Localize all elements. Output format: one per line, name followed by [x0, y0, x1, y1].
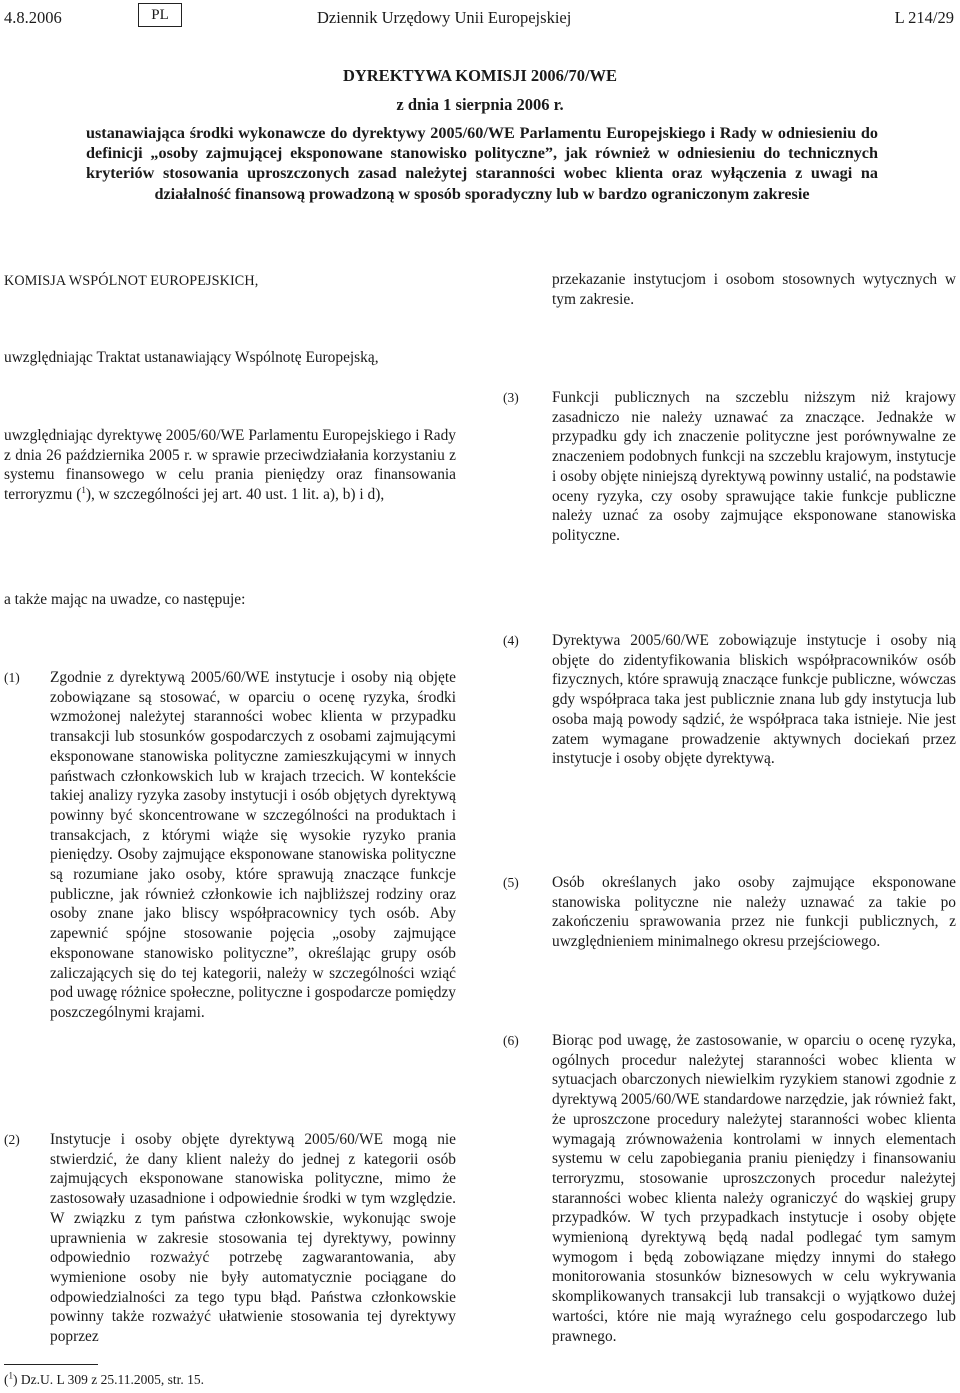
recital-6: Biorąc pod uwagę, że zastosowanie, w oparciu o ocenę ryzyka, ogólnych procedur należytej staranności wobec klienta w sytuacjach obarczonych niewielkim ryzykiem stanowi zgodnie z dyrektywą 2005/60/WE standardowe narzędzie, jak również fakt, że uproszczone procedury należytej staranności wobec klienta wymagają zrównoważenia kontrolami w innych elementach systemu w celu zapobiegania praniu pieniędzy i finansowaniu terroryzmu, stosowanie uproszczonych procedur należytej staranności wobec klienta należy ograniczyć do wąskiej grupy przypadków. W tych przypadkach instytucje i osoby objęte wymienioną dyrektywą będą nadal podlegać tym samym wymogom i będą zobowiązane między innymi do stałego monitorowania stosunków biznesowych w celu wykrywania skomplikowanych transakcji lub transakcji o wyjątkowo dużej wartości, które nie mają wyraźnego celu gospodarczego lub prawnego. — [552, 1032, 956, 1345]
footnote-divider — [4, 1364, 98, 1365]
citation-directive-text: uwzględniając dyrektywę 2005/60/WE Parlamentu Europejskiego i Rady z dnia 26 października 2005 r. w sprawie przeciwdziałania korzystaniu z systemu finansowego w celu prania pieniędzy oraz finansowania terroryzmu ( — [4, 427, 456, 504]
language-code-box: PL — [138, 3, 182, 27]
citation-directive-tail: ), w szczególności jej art. 40 ust. 1 lit. a), b) i d), — [85, 486, 385, 504]
citation-directive — [4, 426, 456, 505]
recital-2-continuation: przekazanie instytucjom i osobom stosownych wytycznych w tym zakresie. — [552, 271, 956, 308]
footnote: ($^1$) Dz.U. L 309 z 25.11.2005, str. 15. — [4, 1370, 204, 1387]
whereas-intro: a także mając na uwadze, co następuje: — [4, 591, 246, 608]
citation-treaty: uwzględniając Traktat ustanawiający Wspólnotę Europejską, — [4, 349, 379, 366]
recital-1-number: (1) — [4, 670, 20, 685]
recital-3-number: (3) — [503, 390, 519, 405]
document-title: DYREKTYWA KOMISJI 2006/70/WE — [342, 66, 618, 85]
footnote-reference[interactable]: 1 — [81, 484, 86, 495]
footnote-text: Dz.U. L 309 z 25.11.2005, str. 15. — [17, 1372, 204, 1387]
recital-5: Osób określanych jako osoby zajmujące eksponowane stanowiska polityczne nie należy uznawać za takie po zakończeniu sprawowania przez nie funkcji publicznych, z uwzględnieniem minimalnego okresu przejściowego. — [552, 874, 956, 951]
footnote-marker: 1 — [8, 1370, 13, 1381]
recital-3: Funkcji publicznych na szczeblu niższym niż krajowy zasadniczo nie należy uznawać za znaczące. Jednakże w przypadku gdy ich znaczenie polityczne jest porównywalne ze znaczeniem podobnych funkcji na szczeblu krajowym, instytucje i osoby objęte niniejszą dyrektywą powinny ustalić, na podstawie oceny ryzyka, czy osoby sprawujące takie funkcje publiczne należy uznać za osoby zajmujące eksponowane stanowiska polityczne. — [552, 389, 956, 544]
recital-2: Instytucje i osoby objęte dyrektywą 2005/60/WE mogą nie stwierdzić, że dany klient należy do jednej z kategorii osób zajmujących eksponowane stanowiska polityczne, mimo że zastosowały uzasadnione i odpowiednie środki w tym względzie. W związku z tym państwa członkowskie, wykonując swoje uprawnienia w zakresie stosowania tej dyrektywy, powinny odpowiednio rozważyć potrzebę zagwarantowania, aby wymienione osoby nie były automatycznie pociągane do odpowiedzialności za tego typu błąd. Państwa członkowskie powinny także rozważyć ułatwienie stosowania tej dyrektywy poprzez — [50, 1131, 456, 1346]
recital-5-number: (5) — [503, 875, 519, 890]
page-header — [0, 2, 960, 34]
recital-4: Dyrektywa 2005/60/WE zobowiązuje instytucje i osoby nią objęte do zidentyfikowania bliskich współpracowników osób fizycznych, które sprawują znaczące funkcje publiczne, wówczas gdy współpraca taka jest publicznie znana lub gdy instytucja lub osoba mają powody sądzić, że współpraca taka istnieje. Nie jest zatem wymagane prowadzenie aktywnych dociekań przez instytucje i osoby objęte dyrektywą. — [552, 632, 956, 768]
page-reference: L 214/29 — [894, 8, 954, 27]
recital-6-number: (6) — [503, 1033, 519, 1048]
recital-4-number: (4) — [503, 633, 519, 648]
commission-heading: KOMISJA WSPÓLNOT EUROPEJSKICH, — [4, 273, 259, 289]
journal-name: Dziennik Urzędowy Unii Europejskiej — [317, 8, 572, 27]
document-date: z dnia 1 sierpnia 2006 r. — [396, 95, 564, 114]
document-subject: ustanawiająca środki wykonawcze do dyrektywy 2005/60/WE Parlamentu Europejskiego i Rady w odniesieniu do definicji „osoby zajmującej eksponowane stanowisko polityczne”, jak również w odniesieniu do technicznych kryteriów stosowania uproszczonych zasad należytej staranności wobec klienta oraz wyłączenia z uwagi na działalność finansową prowadzoną w sposób sporadyczny lub w bardzo ograniczonym zakresie — [86, 124, 878, 203]
publication-date: 4.8.2006 — [4, 8, 62, 27]
recital-2-number: (2) — [4, 1132, 20, 1147]
recital-1: Zgodnie z dyrektywą 2005/60/WE instytucje i osoby nią objęte zobowiązane są stosować, w oparciu o ocenę ryzyka, środki wzmożonej należytej staranności wobec klienta w przypadku transakcji lub stosunków gospodarczych z osobami zajmującymi eksponowane stanowiska polityczne zamieszkującymi w innych państwach członkowskich lub w krajach trzecich. W kontekście takiej analizy ryzyka zasoby instytucji i osób objętych dyrektywą powinny być skoncentrowane w szczególności na produktach i transakcjach, z którymi wiąże się wysokie ryzyko prania pieniędzy. Osoby zajmujące eksponowane stanowiska polityczne są rozumiane jako osoby, które sprawują znaczące funkcje publiczne, jak również członkowie ich najbliższej rodziny oraz osoby znane jako bliscy współpracownicy tych osób. Aby zapewnić spójne stosowanie pojęcia „osoby zajmujące eksponowane stanowisko polityczne”, określając grupy osób zaliczających się do tej kategorii, należy w szczególności wziąć pod uwagę różnice społeczne, polityczne i gospodarcze pomiędzy poszczególnymi krajami. — [50, 669, 456, 1021]
